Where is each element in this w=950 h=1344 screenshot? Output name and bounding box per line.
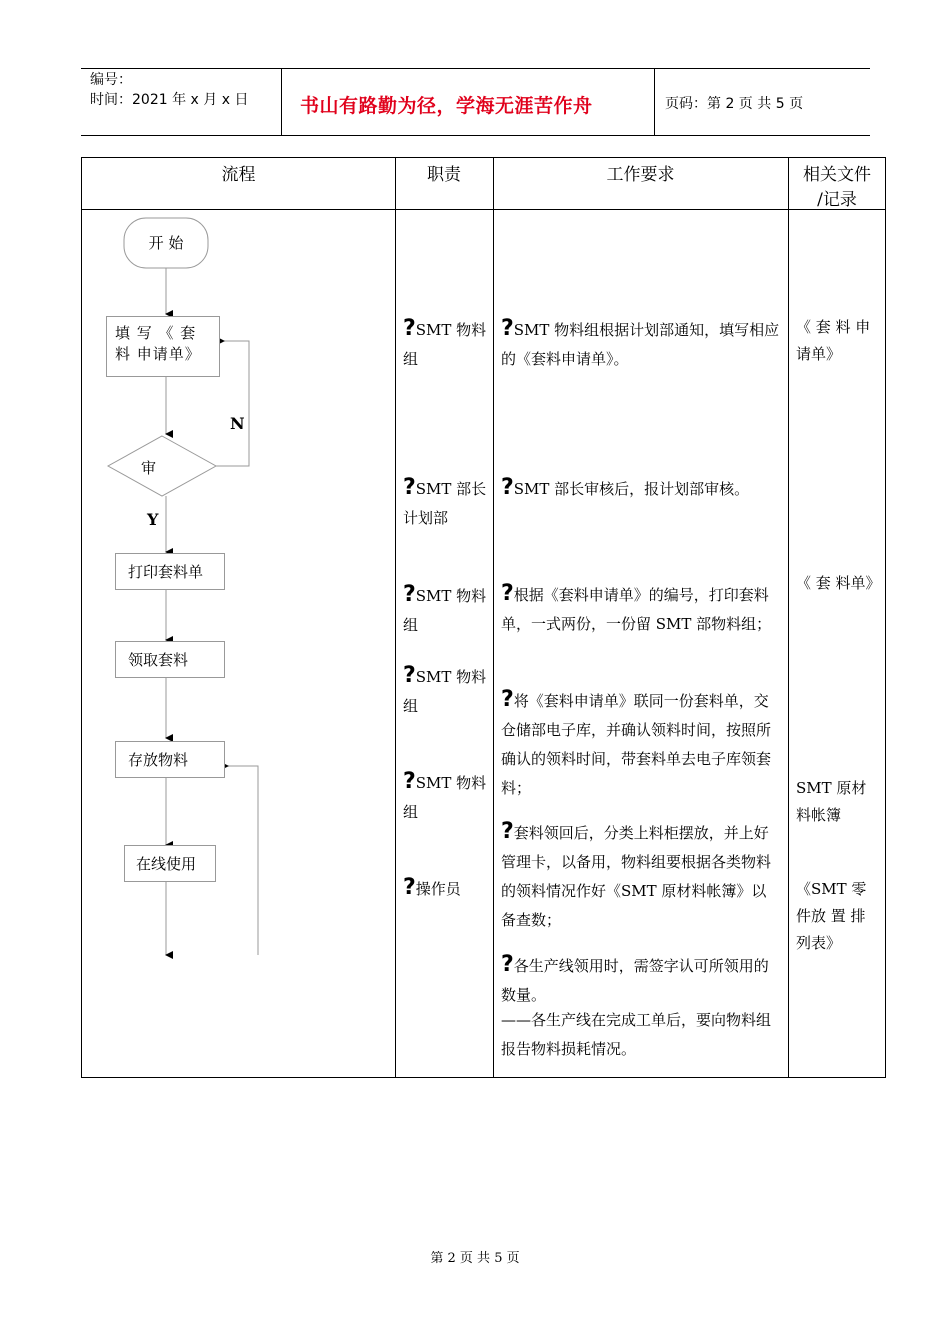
doc-number-label: 编号： — [90, 72, 132, 88]
duty-6: ?操作员 — [403, 875, 461, 900]
document-2: 《 套 料单》 — [796, 574, 881, 592]
collect-kit-box — [115, 641, 225, 678]
th-requirement: 工作要求 — [606, 165, 675, 185]
collect-kit-label: 领取套料 — [128, 651, 189, 669]
connector-feedback-store — [228, 766, 258, 955]
th-flow: 流程 — [221, 165, 256, 185]
requirement-5: ?套料领回后，分类上料柜摆放，并上好管理卡，以备用，物料组要根据各类物料的领料情况作好《SMT 原材料帐簿》以备查数； — [501, 819, 772, 929]
duty-5: ?SMT 物料组 — [403, 769, 487, 821]
review-label: 审 — [141, 459, 157, 477]
online-use-label: 在线使用 — [136, 855, 197, 873]
requirement-3: ?根据《套料申请单》的编号，打印套料单，一式两份，一份留 SMT 部物料组； — [501, 581, 772, 633]
branch-yes-label: Y — [147, 510, 159, 529]
doc-time-label: 时间：2021 年 x 月 x 日 — [90, 92, 249, 108]
header-page-number: 页码：第 2 页 共 5 页 — [665, 96, 804, 112]
requirement-1: ?SMT 物料组根据计划部通知，填写相应的《套料申请单》。 — [501, 316, 780, 368]
fill-application-label: 填 写 《 套 料 申请单》 — [115, 324, 201, 363]
duty-3: ?SMT 物料组 — [403, 582, 487, 634]
requirement-6: ?各生产线领用时，需签字认可所领用的数量。 — [501, 952, 769, 1004]
store-material-box — [115, 741, 225, 778]
store-material-label: 存放物料 — [128, 751, 189, 769]
document-3: SMT 原材料帐簿 — [796, 779, 867, 824]
connector-review-no — [216, 341, 249, 466]
duty-2: ?SMT 部长计划部 — [403, 475, 487, 527]
duty-4: ?SMT 物料组 — [403, 663, 487, 715]
branch-no-label: N — [230, 414, 245, 433]
review-decision — [108, 436, 216, 496]
th-document: 相关文件 /记录 — [803, 165, 871, 210]
page-footer: 第 2 页 共 5 页 — [430, 1251, 520, 1266]
duty-1: ?SMT 物料组 — [403, 316, 487, 368]
document-1: 《 套 料 申请单》 — [796, 318, 871, 363]
print-kit-box — [115, 553, 225, 590]
print-kit-label: 打印套料单 — [128, 563, 204, 581]
online-use-box — [124, 845, 216, 882]
start-label: 开 始 — [148, 234, 184, 252]
fill-application-box — [106, 316, 220, 377]
requirement-7: ——各生产线在完成工单后，要向物料组报告物料损耗情况。 — [501, 1011, 772, 1058]
header-motto: 书山有路勤为径，学海无涯苦作舟 — [300, 95, 593, 117]
document-4: 《SMT 零件放 置 排 列表》 — [796, 880, 867, 952]
requirement-4: ?将《套料申请单》联同一份套料单，交仓储部电子库，并确认领料时间，按照所确认的领料时间，带套料单去电子库领套料； — [501, 687, 772, 797]
th-duty: 职责 — [427, 165, 461, 185]
requirement-2: ?SMT 部长审核后，报计划部审核。 — [501, 475, 750, 500]
